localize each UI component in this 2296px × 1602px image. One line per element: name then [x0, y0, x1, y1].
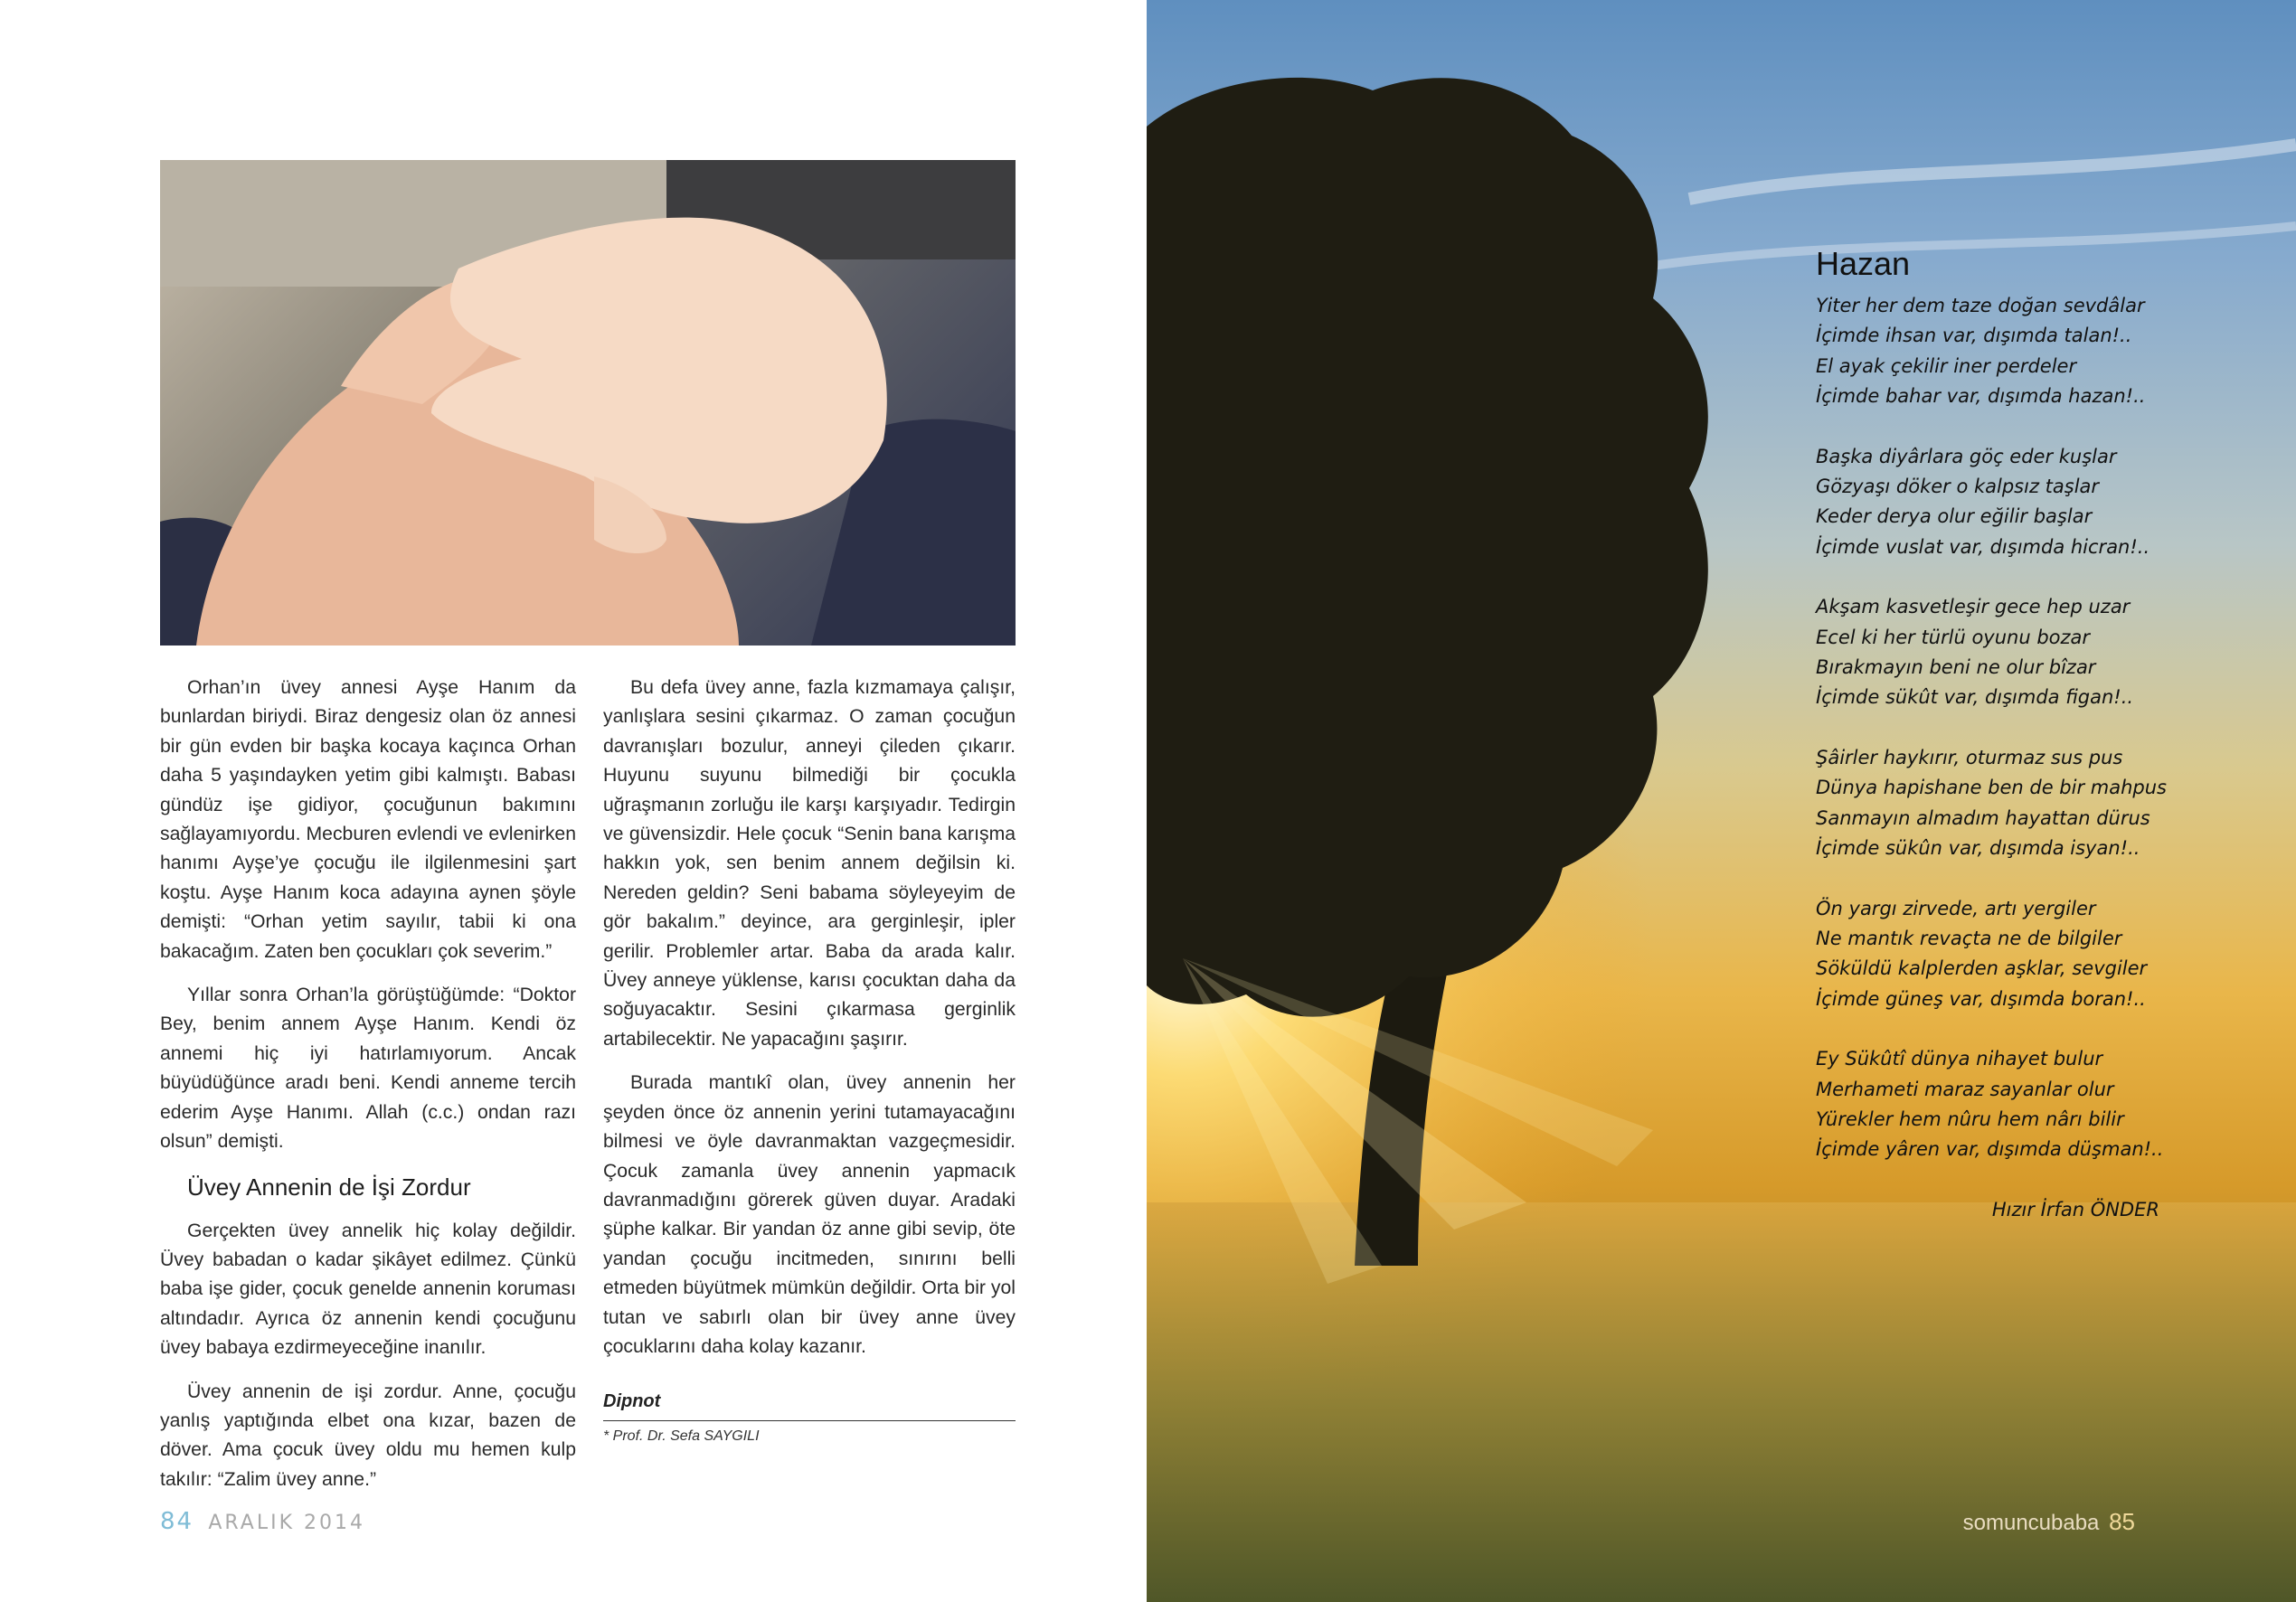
poem-line: Merhameti maraz sayanlar olur [1816, 1078, 2114, 1100]
poem-line: Bırakmayın beni ne olur bîzar [1816, 656, 2096, 679]
poem-stanza [1816, 442, 2232, 563]
paragraph: Orhan’ın üvey annesi Ayşe Hanım da bunlardan biriydi. Biraz dengesiz olan öz annesi bir gün evden bir başka kocaya kaçınca Orhan daha 5 yaşındayken yetim gibi kalmıştı. Babası gündüz işe gidiyor, çocuğunun bakımını sağlayamıyordu. Mecburen evlendi ve evlenirken hanımı Ayşe’ye çocuğu ile ilgilenmesini şart koştu. Ayşe Hanım koca adayına aynen şöyle demişti: “Orhan yetim sayılır, tabii ki ona bakacağım. Zaten ben çocukları çok severim.” [160, 677, 576, 962]
paragraph: Üvey annenin de işi zordur. Anne, çocuğu yanlış yaptığında elbet ona kızar, bazen de döver. Ama çocuk üvey oldu mu hemen kulp takılır: “Zalim üvey anne.” [160, 1381, 576, 1490]
poem-line: İçimde yâren var, dışımda düşman!.. [1816, 1138, 2164, 1161]
poem-line: Şâirler haykırır, oturmaz sus pus [1816, 746, 2123, 768]
hands-photo [160, 160, 1016, 646]
poem-stanza [1816, 1044, 2232, 1165]
hands-illustration [160, 160, 1016, 646]
poem-line: Yürekler hem nûru hem nârı bilir [1816, 1107, 2124, 1130]
poem-title: Hazan [1816, 245, 1911, 282]
paragraph: Yıllar sonra Orhan’la görüştüğümde: “Doktor Bey, benim annem Ayşe Hanım. Kendi öz annemi hiç iyi hatırlamıyorum. Ancak büyüdüğünce aradı beni. Kendi anneme tercih ederim Ayşe Hanımı. Allah (c.c.) ondan razı olsun” demişti. [160, 985, 576, 1153]
poem-line: İçimde vuslat var, dışımda hicran!.. [1816, 535, 2150, 558]
footnote-text: * Prof. Dr. Sefa SAYGILI [603, 1428, 760, 1444]
poem-line: Ön yargı zirvede, artı yergiler [1816, 897, 2096, 919]
article-column-left [160, 674, 576, 1509]
poem-stanza [1816, 894, 2232, 1015]
poem-line: Sanmayın almadım hayattan dürus [1816, 806, 2150, 829]
poem-line: Söküldü kalplerden aşklar, sevgiler [1816, 957, 2148, 980]
page-number: 84 [160, 1508, 194, 1535]
footnote-title: Dipnot [603, 1387, 1016, 1420]
left-page [0, 0, 1147, 1602]
poem-line: Yiter her dem taze doğan sevdâlar [1816, 295, 2145, 316]
poem-line: İçimde sükûn var, dışımda isyan!.. [1816, 837, 2140, 860]
poem-line: El ayak çekilir iner perdeler [1816, 354, 2077, 377]
paragraph: Burada mantıkî olan, üvey annenin her şeyden önce öz annenin yerini tutamayacağını bilmesi ve öyle davranmaktan vazgeçmesidir. Çocuk zamanla üvey annenin yapmacık davranmadığını görerek güven duyar. Aradaki şüphe kalkar. Bir yandan öz anne gibi sevip, öte yandan çocuğu incitmeden, sınırını belli etmeden büyütmek mümkün değildir. Orta bir yol tutan ve sabırlı olan bir üvey anne üvey çocuklarını daha kolay kazanır. [603, 1072, 1016, 1357]
poem-stanza [1816, 743, 2232, 864]
poem [1816, 244, 2232, 1225]
page-number: 85 [2109, 1508, 2135, 1535]
paragraph: Bu defa üvey anne, fazla kızmamaya çalışır, yanlışlara sesini çıkarmaz. O zaman çocuğun davranışları bozulur, anneyi çileden çıkarır. Huyunu suyunu bilmediği bir çocukla uğraşmanın zorluğu ile karşı karşıyadır. Tedirgin ve güvensizdir. Hele çocuk “Senin bana karışma hakkın yok, sen benim annem değilsin ki. Nereden geldin? Seni babama söyleyeyim de gör bakalım.” deyince, ara gerginleşir, ipler gerilir. Problemler artar. Baba da arada kalır. Üvey anneye yüklense, karısı çocuktan daha da soğuyacaktır. Sesini çıkarmasa gerginlik artabilecektir. Ne yapacağını şaşırır. [603, 677, 1016, 1050]
poem-line: İçimde güneş var, dışımda boran!.. [1816, 987, 2146, 1010]
poem-line: Ecel ki her türlü oyunu bozar [1816, 626, 2091, 648]
folio-right [1963, 1508, 2135, 1536]
poem-line: Ne mantık revaçta ne de bilgiler [1816, 927, 2122, 949]
poem-line: Keder derya olur eğilir başlar [1816, 505, 2093, 528]
poem-line: Dünya hapishane ben de bir mahpus [1816, 777, 2167, 799]
paragraph: Gerçekten üvey annelik hiç kolay değildir. Üvey babadan o kadar şikâyet edilmez. Çünkü baba işe gider, çocuk genelde annenin koruması altındadır. Ayrıca öz annenin kendi çocuğunu üvey babaya ezdirmeyeceğine inanılır. [160, 1220, 576, 1359]
poem-line: Gözyaşı döker o kalpsız taşlar [1816, 476, 2100, 498]
poem-stanza [1816, 291, 2232, 412]
poem-line: İçimde bahar var, dışımda hazan!.. [1816, 385, 2146, 408]
poem-line: Ey Sükûtî dünya nihayet bulur [1816, 1048, 2103, 1070]
poem-line: İçimde sükût var, dışımda figan!.. [1816, 686, 2134, 709]
poem-stanza [1816, 592, 2232, 713]
article-column-right [603, 674, 1016, 1447]
right-page [1147, 0, 2296, 1602]
magazine-name: somuncubaba [1962, 1511, 2100, 1535]
issue-date: ARALIK 2014 [208, 1512, 366, 1534]
poem-line: İçimde ihsan var, dışımda talan!.. [1816, 325, 2132, 347]
poem-line: Akşam kasvetleşir gece hep uzar [1816, 596, 2131, 618]
poem-author: Hızır İrfan ÖNDER [1991, 1198, 2159, 1220]
poem-line: Başka diyârlara göç eder kuşlar [1816, 445, 2117, 467]
section-heading: Üvey Annenin de İşi Zordur [187, 1173, 471, 1201]
folio-left [160, 1508, 365, 1535]
cloud-wisp [1689, 145, 2296, 199]
